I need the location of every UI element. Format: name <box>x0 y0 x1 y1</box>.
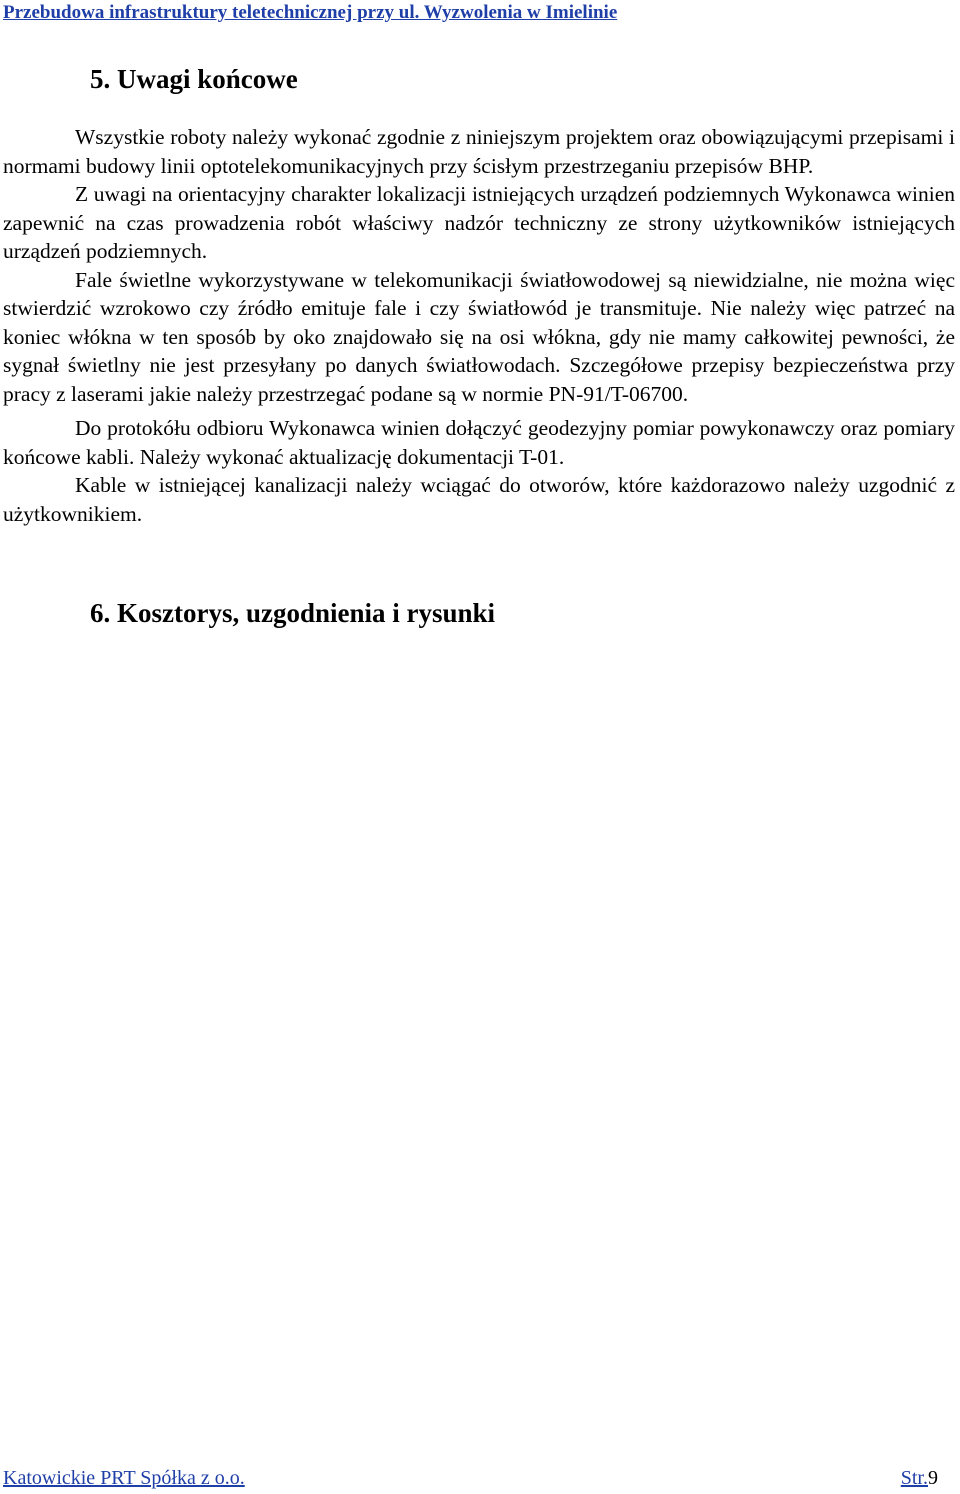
paragraph-cable-installation: Kable w istniejącej kanalizacji należy wciągać do otworów, które każdorazowo należy uzgodnić z użytkownikiem. <box>3 473 955 526</box>
section-5-heading: 5. Uwagi końcowe <box>90 64 298 94</box>
footer-company-name[interactable]: Katowickie PRT Spółka z o.o. <box>3 1467 245 1489</box>
section-6-heading: 6. Kosztorys, uzgodnienia i rysunki <box>90 598 496 628</box>
paragraph-underground-supervision: Z uwagi na orientacyjny charakter lokalizacji istniejących urządzeń podziemnych Wykonawca winien zapewnić na czas prowadzenia robót właściwy nadzór techniczny ze strony użytkowników istniejących urządzeń podziemnych. <box>3 182 955 263</box>
paragraph-general-works: Wszystkie roboty należy wykonać zgodnie z niniejszym projektem oraz obowiązującymi przepisami i normami budowy linii optotelekomunikacyjnych przy ścisłym przestrzeganiu przepisów BHP. <box>3 125 955 178</box>
footer-page-number <box>901 1467 938 1490</box>
paragraph-laser-safety: Fale świetlne wykorzystywane w telekomunikacji światłowodowej są niewidzialne, nie można więc stwierdzić wzrokowo czy źródło emituje fale i czy światłowód je transmituje. Nie należy więc patrzeć na koniec włókna w ten sposób by oko znajdowało się na osi włókna, gdy nie mamy całkowitej pewności, że sygnał świetlny nie jest przesyłany po danych światłowodach. Szczegółowe przepisy bezpieczeństwa przy pracy z laserami jakie należy przestrzegać podane są w normie PN-91/T-06700. <box>3 267 955 406</box>
footer-page-label[interactable]: Str. <box>900 1467 928 1489</box>
section-5-body <box>3 123 955 528</box>
paragraph-acceptance-protocol: Do protokółu odbioru Wykonawca winien dołączyć geodezyjny pomiar powykonawczy oraz pomiary końcowe kabli. Należy wykonać aktualizację dokumentacji T-01. <box>3 416 955 469</box>
footer-page-value: 9 <box>928 1467 938 1489</box>
document-header-title[interactable]: Przebudowa infrastruktury teletechnicznej przy ul. Wyzwolenia w Imielinie <box>3 2 618 23</box>
